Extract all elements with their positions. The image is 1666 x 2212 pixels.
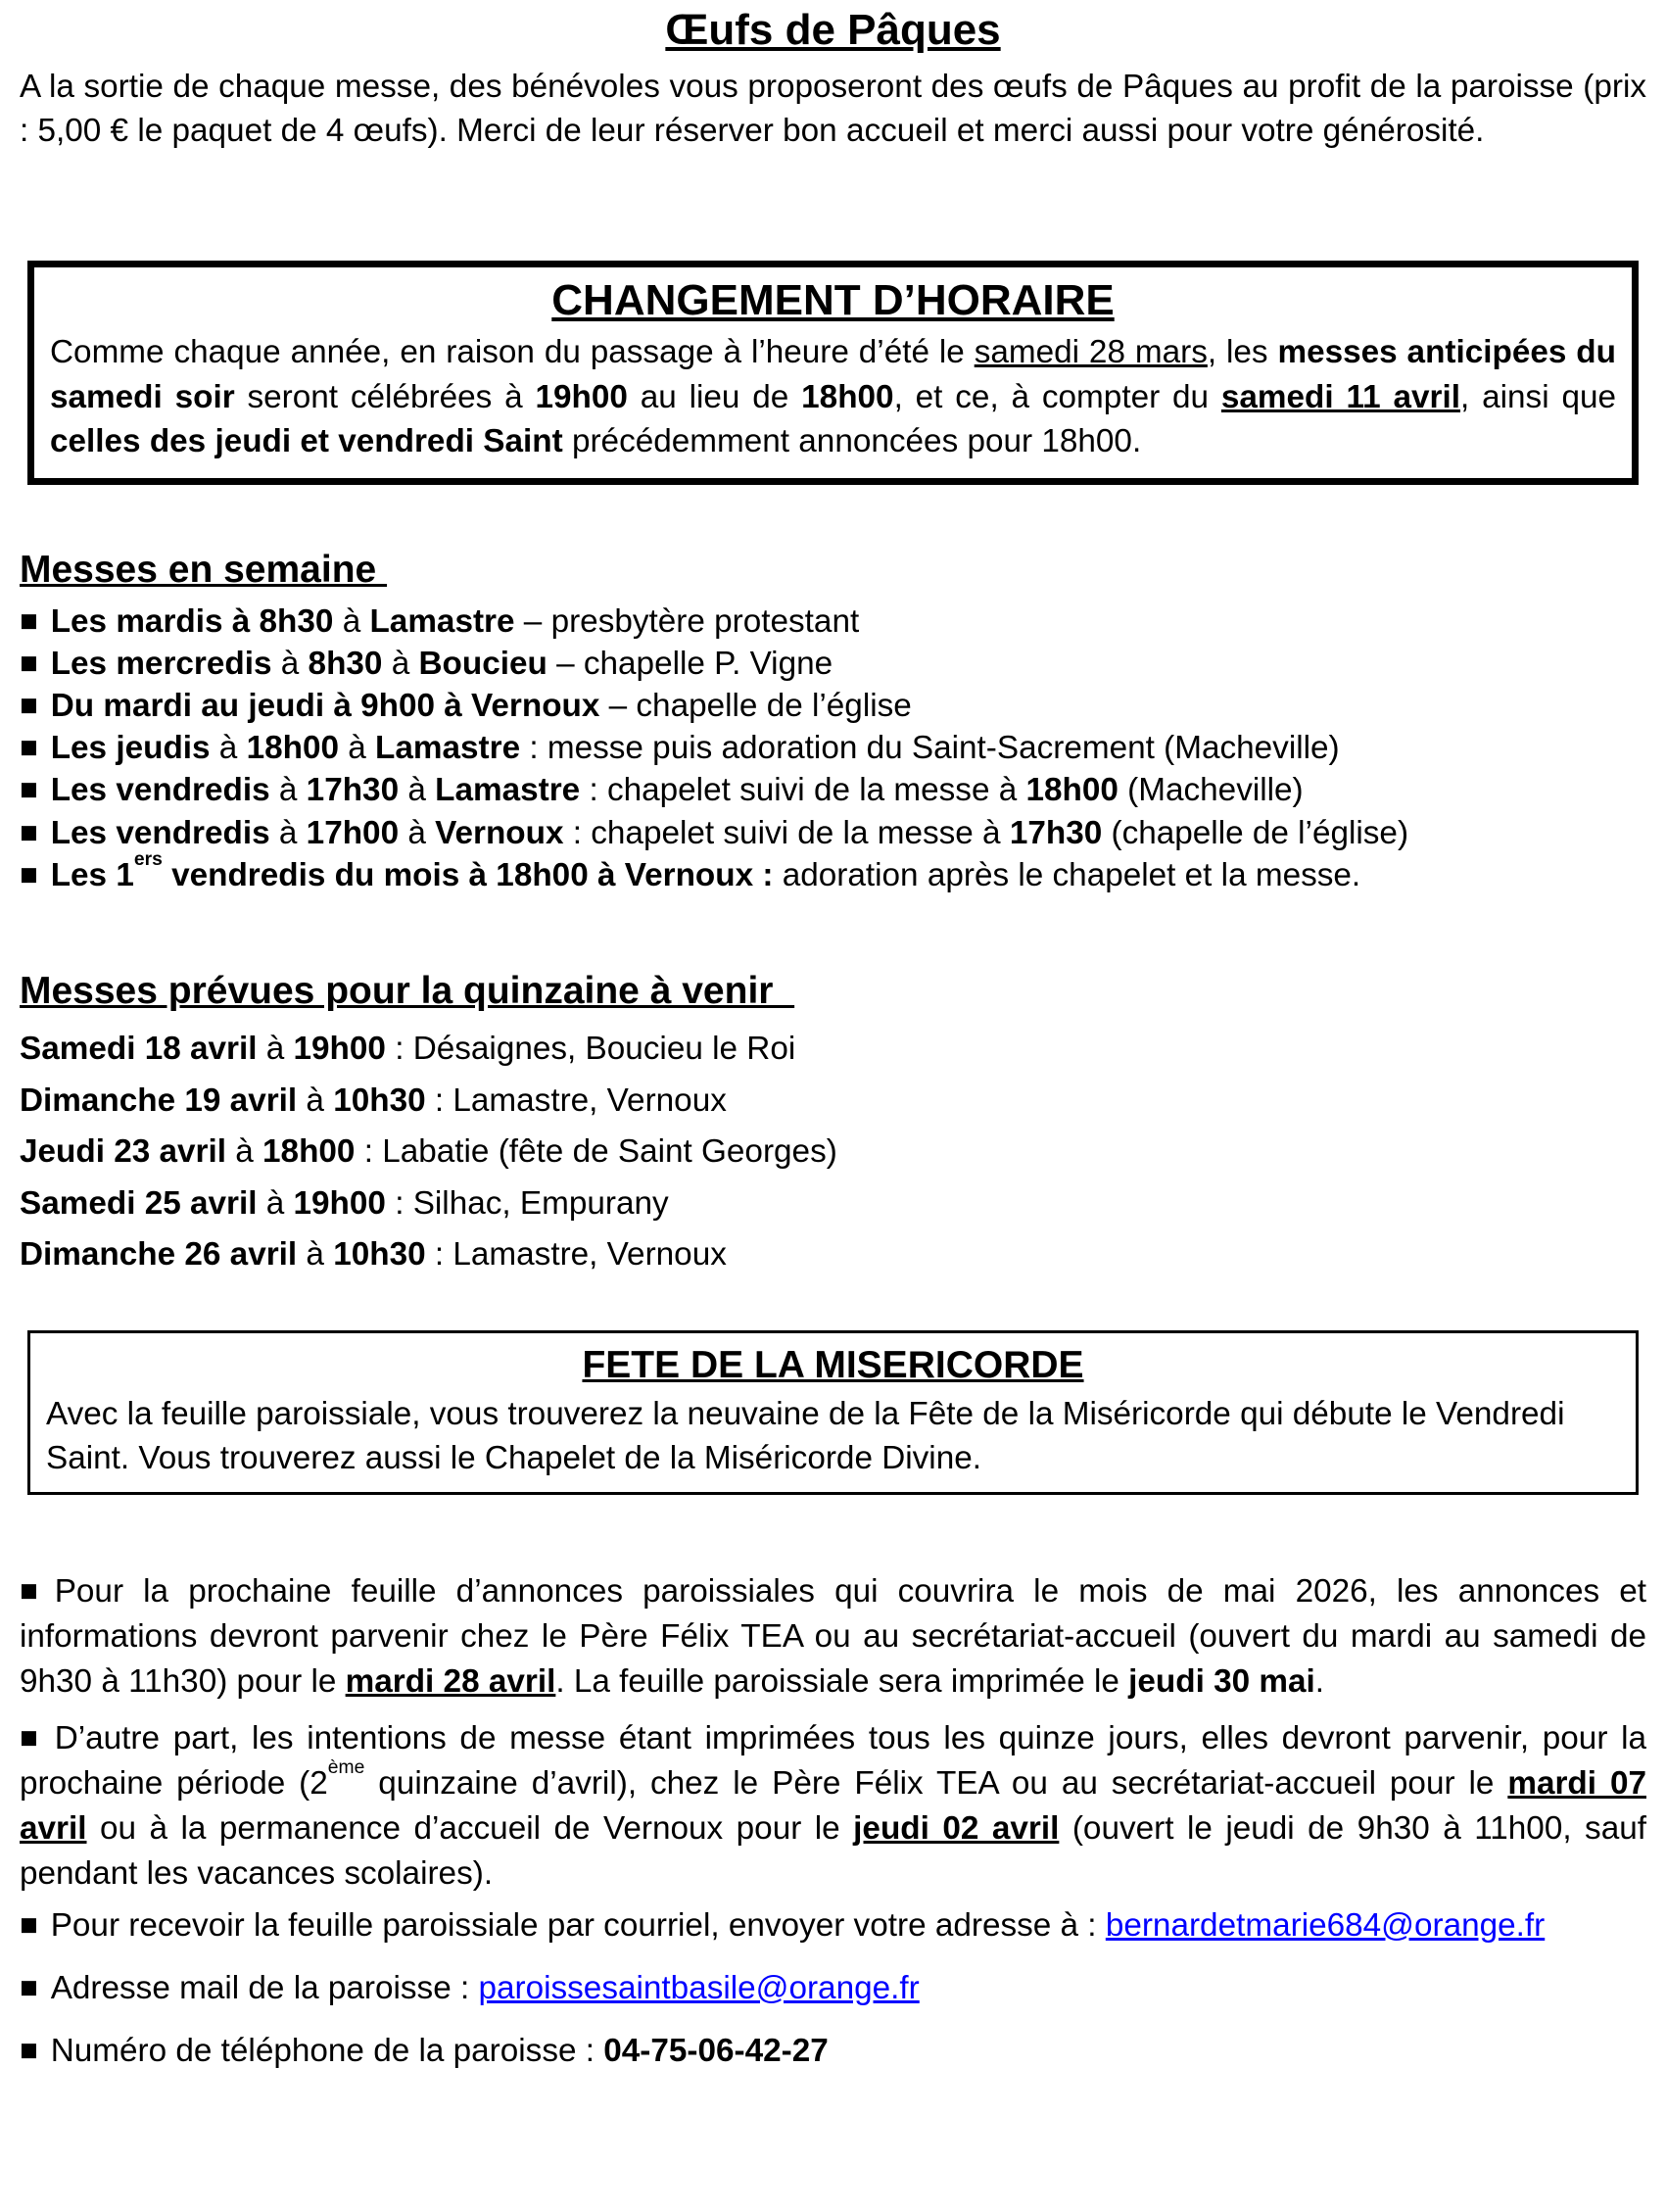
upcoming-mass-list bbox=[20, 1024, 1646, 1281]
text-run: à bbox=[339, 730, 376, 767]
text-run: Les 1 bbox=[50, 856, 134, 893]
text-run: à bbox=[297, 1082, 334, 1119]
text-run: quinzaine d’avril), chez le Père Félix TEA ou au secrétariat-accueil pour le bbox=[364, 1764, 1508, 1802]
text-run: Comme chaque année, en raison du passage à l’heure d’été le bbox=[50, 334, 975, 370]
mercy-feast-box bbox=[27, 1330, 1639, 1495]
text-run: – presbytère protestant bbox=[514, 602, 860, 640]
text-run: 19h00 bbox=[293, 1030, 386, 1067]
contact-section bbox=[20, 1904, 1646, 2073]
bullet-icon: ■ bbox=[20, 1906, 38, 1942]
text-run: à bbox=[382, 645, 419, 682]
page-title: Œufs de Pâques bbox=[665, 6, 1001, 54]
bullet-icon: ■ bbox=[20, 602, 38, 638]
text-run: , ainsi que bbox=[1460, 378, 1616, 415]
text-run: mardi 28 avril bbox=[345, 1662, 556, 1700]
bullet-icon: ■ bbox=[20, 772, 38, 807]
weekday-mass-list bbox=[20, 601, 1646, 896]
text-run: au lieu de bbox=[627, 378, 802, 415]
text-run: à bbox=[257, 1030, 294, 1067]
text-run: samedi 11 avril bbox=[1220, 378, 1461, 415]
notice-paragraph-newsletter-deadline bbox=[20, 1569, 1646, 1705]
text-run: . bbox=[1314, 1662, 1325, 1700]
text-run: Lamastre bbox=[375, 730, 521, 767]
notice-text bbox=[20, 1720, 1646, 1892]
contact-line-email-subscription bbox=[20, 1904, 1646, 1948]
text-run: jeudi 02 avril bbox=[853, 1809, 1060, 1847]
list-item bbox=[20, 1076, 1646, 1128]
section-heading-weekday-masses-text: Messes en semaine bbox=[20, 548, 388, 591]
text-run: vendredis du mois à 18h00 à Vernoux : bbox=[162, 856, 774, 893]
text-run: 10h30 bbox=[333, 1236, 426, 1274]
email-link[interactable]: paroissesaintbasile@orange.fr bbox=[478, 1969, 920, 2006]
text-run: Jeudi 23 avril bbox=[20, 1133, 226, 1171]
text-run: Boucieu bbox=[418, 645, 547, 682]
list-item-text bbox=[20, 1133, 837, 1170]
list-item-text bbox=[20, 1082, 727, 1119]
bullet-icon: ■ bbox=[20, 1719, 38, 1755]
bullet-icon: ■ bbox=[20, 2032, 38, 2067]
text-run: Dimanche 19 avril bbox=[20, 1082, 298, 1119]
text-run: : messe puis adoration du Saint-Sacrement (Macheville) bbox=[520, 730, 1340, 767]
text-run: à bbox=[269, 814, 307, 851]
list-item bbox=[20, 1178, 1646, 1230]
list-item-text bbox=[51, 730, 1340, 766]
contact-text bbox=[51, 2033, 829, 2069]
list-item bbox=[20, 643, 1646, 685]
list-item bbox=[20, 1229, 1646, 1281]
intro-paragraph: A la sortie de chaque messe, des bénévoles vous proposeront des œufs de Pâques au profit de la paroisse (prix : 5,00 € le paquet de 4 œufs). Merci de leur réserver bon accueil et merci aussi pour votre générosité. bbox=[20, 69, 1646, 149]
text-run: adoration après le chapelet et la messe. bbox=[773, 856, 1361, 893]
mercy-feast-box-title-text: FETE DE LA MISERICORDE bbox=[582, 1343, 1084, 1386]
text-run: jeudi 30 mai bbox=[1128, 1662, 1315, 1700]
text-run: à bbox=[210, 730, 247, 767]
text-run: 17h30 bbox=[1009, 814, 1103, 851]
text-run: seront célébrées à bbox=[234, 378, 536, 415]
text-run: Numéro de téléphone de la paroisse : bbox=[50, 2032, 604, 2069]
text-run: Dimanche 26 avril bbox=[20, 1236, 298, 1274]
text-run: – chapelle de l’église bbox=[599, 687, 912, 724]
list-item-text bbox=[51, 815, 1408, 851]
text-run: samedi 28 mars bbox=[974, 334, 1208, 370]
text-run: : chapelet suivi de la messe à bbox=[563, 814, 1010, 851]
text-run: Du mardi au jeudi à 9h00 à Vernoux bbox=[50, 687, 600, 724]
contact-text bbox=[51, 1907, 1546, 1944]
text-run: à bbox=[399, 814, 436, 851]
text-run: : chapelet suivi de la messe à bbox=[580, 772, 1026, 809]
bullet-icon: ■ bbox=[20, 687, 38, 722]
text-run: 18h00 bbox=[801, 378, 894, 415]
list-item-text bbox=[20, 1031, 795, 1067]
text-run: ers bbox=[133, 848, 163, 870]
bullet-icon: ■ bbox=[20, 645, 38, 680]
section-heading-upcoming-masses-text: Messes prévues pour la quinzaine à venir bbox=[20, 969, 795, 1012]
text-run: , les bbox=[1207, 334, 1278, 370]
text-run: : Silhac, Empurany bbox=[385, 1184, 669, 1222]
list-item-text bbox=[20, 1236, 727, 1273]
list-item bbox=[20, 1127, 1646, 1178]
list-item bbox=[20, 812, 1646, 854]
text-run: 04-75-06-42-27 bbox=[603, 2032, 829, 2069]
list-item bbox=[20, 601, 1646, 643]
text-run: Samedi 25 avril bbox=[20, 1184, 258, 1222]
text-run: : Lamastre, Vernoux bbox=[425, 1082, 727, 1119]
text-run: : Lamastre, Vernoux bbox=[425, 1236, 727, 1274]
list-item-text bbox=[51, 688, 912, 724]
email-link[interactable]: bernardetmarie684@orange.fr bbox=[1105, 1906, 1546, 1944]
text-run: messes anticipées du samedi soir bbox=[50, 334, 1616, 415]
text-run: Pour recevoir la feuille paroissiale par courriel, envoyer votre adresse à : bbox=[50, 1906, 1106, 1944]
text-run: mardi 07 avril bbox=[20, 1764, 1646, 1847]
text-run: à bbox=[269, 772, 307, 809]
text-run: Lamastre bbox=[369, 602, 515, 640]
text-run: – chapelle P. Vigne bbox=[547, 645, 833, 682]
bullet-icon: ■ bbox=[20, 814, 38, 849]
text-run: à bbox=[399, 772, 436, 809]
notice-paragraph-mass-intentions bbox=[20, 1716, 1646, 1897]
text-run: celles des jeudi et vendredi Saint bbox=[50, 423, 563, 459]
text-run: : Labatie (fête de Saint Georges) bbox=[355, 1133, 837, 1171]
text-run: : Désaignes, Boucieu le Roi bbox=[385, 1030, 796, 1067]
list-item-text bbox=[51, 646, 833, 682]
schedule-change-box-body bbox=[50, 330, 1616, 464]
text-run: Adresse mail de la paroisse : bbox=[50, 1969, 479, 2006]
text-run: à bbox=[226, 1133, 263, 1171]
text-run: , et ce, à compter du bbox=[893, 378, 1221, 415]
text-run: à bbox=[257, 1184, 294, 1222]
bullet-icon: ■ bbox=[20, 1969, 38, 2004]
text-run: 19h00 bbox=[535, 378, 628, 415]
text-run: à bbox=[333, 602, 370, 640]
text-run: Pour la prochaine feuille d’annonces paroissiales qui couvrira le mois de mai 2026, les annonces et informations devront parvenir chez le Père Félix TEA ou au secrétariat-accueil (ouvert du mardi au samedi de 9h30 à 11h30) pour le bbox=[20, 1572, 1646, 1700]
text-run: 18h00 bbox=[262, 1133, 356, 1171]
text-run: ou à la permanence d’accueil de Vernoux pour le bbox=[86, 1809, 854, 1847]
text-run: ème bbox=[327, 1757, 365, 1779]
text-run: (ouvert le jeudi de 9h30 à 11h00, sauf pendant les vacances scolaires). bbox=[20, 1809, 1646, 1892]
text-run: à bbox=[297, 1236, 334, 1274]
list-item-text bbox=[20, 1185, 669, 1222]
bullet-icon: ■ bbox=[20, 1572, 38, 1608]
mercy-feast-box-title bbox=[46, 1343, 1620, 1388]
text-run: (chapelle de l’église) bbox=[1102, 814, 1409, 851]
text-run: 8h30 bbox=[308, 645, 383, 682]
text-run: Les jeudis bbox=[50, 730, 211, 767]
list-item bbox=[20, 727, 1646, 769]
schedule-change-box-title bbox=[50, 275, 1616, 326]
text-run: (Macheville) bbox=[1118, 772, 1304, 809]
contact-line-parish-email bbox=[20, 1967, 1646, 2010]
schedule-change-box-title-text: CHANGEMENT D’HORAIRE bbox=[551, 276, 1115, 324]
contact-line-parish-phone bbox=[20, 2030, 1646, 2073]
contact-text bbox=[51, 1970, 920, 2006]
text-run: 10h30 bbox=[333, 1082, 426, 1119]
list-item-text bbox=[51, 772, 1304, 808]
text-run: D’autre part, les intentions de messe étant imprimées tous les quinze jours, elles devront parvenir, pour la prochaine période (2 bbox=[20, 1719, 1646, 1802]
bullet-icon: ■ bbox=[20, 856, 38, 891]
text-run: 17h00 bbox=[306, 814, 400, 851]
notice-text bbox=[20, 1573, 1646, 1700]
text-run: . La feuille paroissiale sera imprimée le bbox=[555, 1662, 1129, 1700]
text-run: Vernoux bbox=[435, 814, 564, 851]
text-run: précédemment annoncées pour 18h00. bbox=[562, 423, 1142, 459]
text-run: 18h00 bbox=[246, 730, 339, 767]
bullet-icon: ■ bbox=[20, 730, 38, 765]
mercy-feast-box-body: Avec la feuille paroissiale, vous trouverez la neuvaine de la Fête de la Miséricorde qui débute le Vendredi Saint. Vous trouverez aussi le Chapelet de la Miséricorde Divine. bbox=[46, 1395, 1565, 1476]
text-run: Les mardis à 8h30 bbox=[50, 602, 334, 640]
list-item bbox=[20, 685, 1646, 727]
text-run: Lamastre bbox=[435, 772, 581, 809]
text-run: Les vendredis bbox=[50, 772, 270, 809]
list-item bbox=[20, 769, 1646, 811]
text-run: 17h30 bbox=[306, 772, 400, 809]
schedule-change-box bbox=[27, 261, 1639, 485]
list-item-text bbox=[50, 848, 1361, 893]
text-run: Samedi 18 avril bbox=[20, 1030, 258, 1067]
list-item bbox=[20, 1024, 1646, 1076]
text-run: Les mercredis bbox=[50, 645, 272, 682]
text-run: Les vendredis bbox=[50, 814, 270, 851]
section-heading-weekday-masses bbox=[20, 548, 1646, 593]
list-item bbox=[20, 848, 1646, 896]
section-heading-upcoming-masses bbox=[20, 969, 1646, 1014]
text-run: à bbox=[271, 645, 309, 682]
text-run: 19h00 bbox=[293, 1184, 386, 1222]
list-item-text bbox=[51, 603, 860, 640]
text-run: 18h00 bbox=[1025, 772, 1119, 809]
